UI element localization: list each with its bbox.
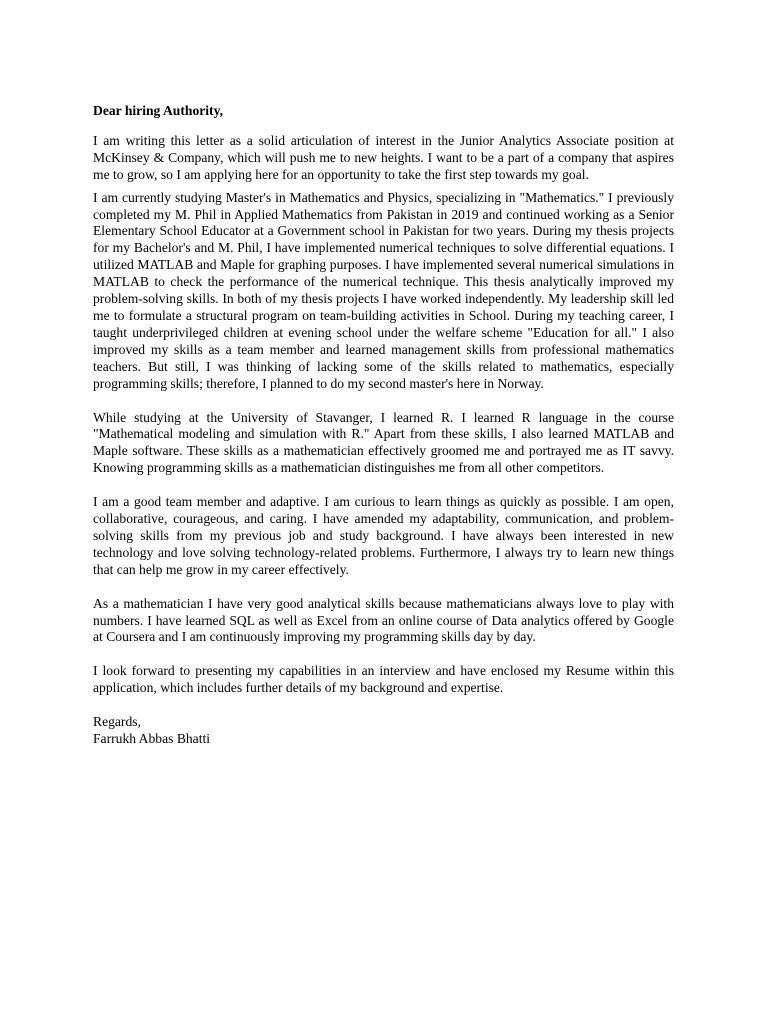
paragraph-intro: I am writing this letter as a solid articulation of interest in the Junior Analytics Associate position at McKinsey & Company, which will push me to new heights. I want to be a part of a company that aspires me to grow, so I am applying here for an opportunity to take the first step towards my goal. [93, 132, 674, 182]
spacer [93, 477, 674, 494]
paragraph-stavanger: While studying at the University of Stavanger, I learned R. I learned R language in the course "Mathematical modeling and simulation with R." Apart from these skills, I also learned MATLAB and Maple software. These skills as a mathematician effectively groomed me and portrayed me as IT savvy. Knowing programming skills as a mathematician distinguishes me from all other competitors. [93, 409, 674, 476]
spacer [93, 697, 674, 714]
paragraph-closing: I look forward to presenting my capabilities in an interview and have enclosed my Resume within this application, which includes further details of my background and expertise. [93, 663, 674, 696]
paragraph-background: I am currently studying Master's in Mathematics and Physics, specializing in "Mathematics." I previously completed my M. Phil in Applied Mathematics from Pakistan in 2019 and continued working as a Senior Elementary School Educator at a Government school in Pakistan for two years. During my thesis projects for my Bachelor's and M. Phil, I have implemented numerical techniques to solve differential equations. I utilized MATLAB and Maple for graphing purposes. I have implemented several numerical simulations in MATLAB to check the performance of the numerical technique. This thesis analytically improved my problem-solving skills. In both of my thesis projects I have worked independently. My leadership skill led me to formulate a structural program on team-building activities in School. During my teaching career, I taught underprivileged children at evening school under the welfare scheme "Education for all." I also improved my skills as a team member and learned management skills from professional mathematics teachers. But still, I was thinking of lacking some of the skills related to mathematics, especially programming skills; therefore, I planned to do my second master's here in Norway. [93, 189, 674, 391]
spacer [93, 646, 674, 663]
letter [93, 103, 674, 748]
spacer [93, 393, 674, 410]
spacer [93, 579, 674, 596]
signature-name: Farrukh Abbas Bhatti [93, 731, 211, 747]
paragraph-traits: I am a good team member and adaptive. I am curious to learn things as quickly as possible. I am open, collaborative, courageous, and caring. I have amended my adaptability, communication, and problem-solving skills from my previous job and study background. I have always been interested in new technology and love solving technology-related problems. Furthermore, I always try to learn new things that can help me grow in my career effectively. [93, 494, 674, 577]
closing: Regards, [93, 714, 141, 730]
salutation: Dear hiring Authority, [93, 103, 224, 118]
paragraph-analytics: As a mathematician I have very good analytical skills because mathematicians always love to play with numbers. I have learned SQL as well as Excel from an online course of Data analytics offered by Google at Coursera and I am continuously improving my programming skills day by day. [93, 595, 674, 645]
